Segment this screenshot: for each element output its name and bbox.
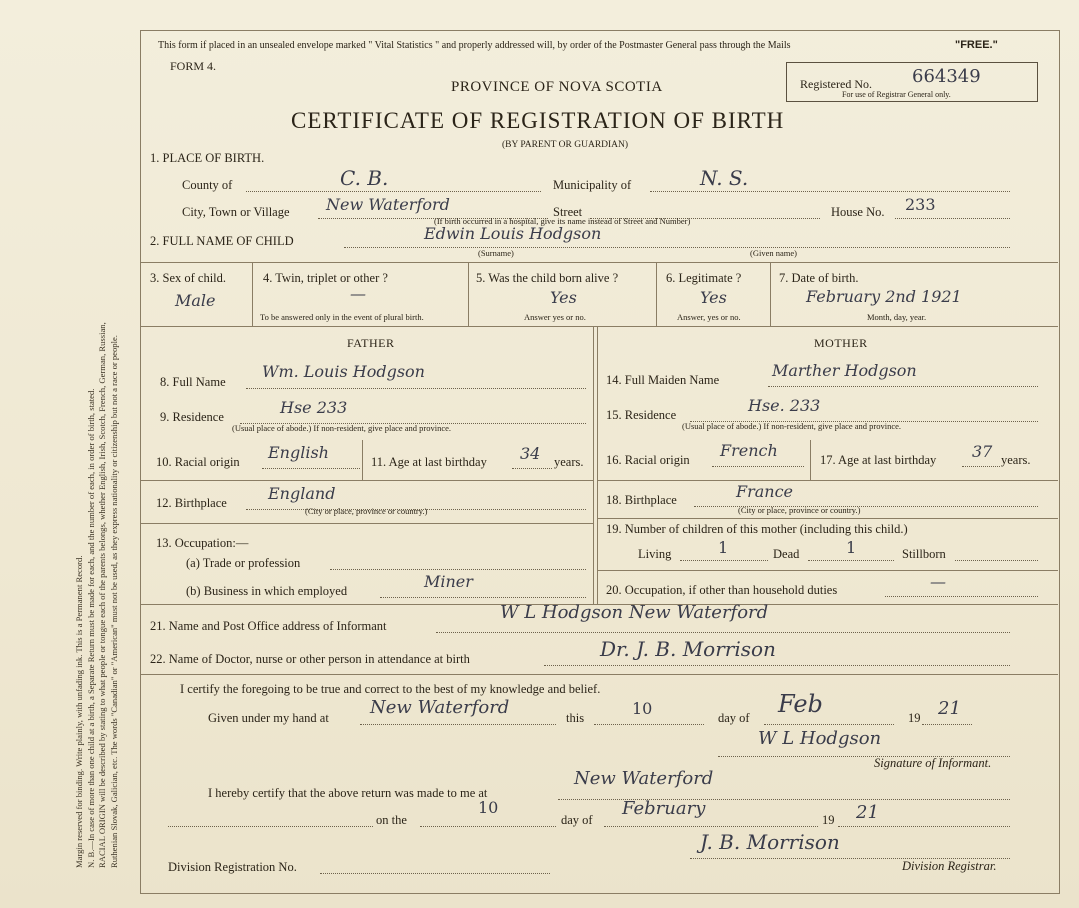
return-on-the-label: on the (376, 813, 407, 827)
mother-racial-value: French (720, 441, 778, 460)
postal-note: This form if placed in an unsealed envelope marked " Vital Statistics " and properly addressed will, by order of the Postmaster General pass through the Mails (158, 40, 791, 51)
dead-label: Dead (773, 547, 800, 561)
registrar-signature: J. B. Morrison (700, 830, 840, 854)
surname-note: (Surname) (478, 248, 514, 258)
alive-label: 5. Was the child born alive ? (476, 271, 619, 285)
twin-value: — (350, 284, 366, 303)
mother-heading: MOTHER (814, 336, 868, 350)
mother-birthplace-note: (City or place, province or country.) (738, 505, 861, 515)
father-residence-value: Hse 233 (280, 398, 348, 417)
father-abode-note: (Usual place of abode.) If non-resident, give place and province. (232, 423, 452, 433)
informant-signature: W L Hodgson (758, 728, 882, 749)
registered-number: 664349 (912, 66, 981, 87)
given-year: 21 (938, 698, 961, 719)
mother-years-label: years. (1001, 453, 1031, 467)
return-month: February (622, 798, 706, 819)
sex-value: Male (175, 291, 216, 310)
street-label: Street (553, 205, 583, 219)
mother-name-value: Marther Hodgson (772, 361, 917, 380)
certificate-title: CERTIFICATE OF REGISTRATION OF BIRTH (291, 108, 785, 133)
return-label: I hereby certify that the above return was made to me at (208, 786, 488, 800)
father-years-label: years. (554, 455, 584, 469)
trade-label: (a) Trade or profession (186, 556, 301, 570)
mother-age-value: 37 (972, 442, 993, 461)
return-day-of-label: day of (561, 813, 593, 827)
child-name-label: 2. FULL NAME OF CHILD (150, 234, 294, 248)
given-year-prefix: 19 (908, 711, 921, 725)
father-residence-label: 9. Residence (160, 410, 224, 424)
certify-statement: I certify the foregoing to be true and correct to the best of my knowledge and belief. (180, 682, 601, 696)
form-number: FORM 4. (170, 59, 217, 73)
city-value: New Waterford (326, 195, 450, 214)
return-day: 10 (478, 798, 499, 817)
margin-note-2: N. B.—In case of more than one child at a birth, a Separate Return must be made for each, and the number of each, in order of birth, stated. (85, 388, 96, 868)
alive-note: Answer yes or no. (524, 312, 586, 322)
twin-label: 4. Twin, triplet or other ? (263, 271, 388, 285)
informant-label: 21. Name and Post Office address of Informant (150, 619, 387, 633)
registrar-use-note: For use of Registrar General only. (842, 90, 951, 99)
dead-value: 1 (846, 538, 857, 557)
father-occupation-label: 13. Occupation:— (156, 536, 249, 550)
return-place: New Waterford (574, 768, 714, 789)
legitimate-value: Yes (700, 288, 727, 307)
mother-birthplace-label: 18. Birthplace (606, 493, 677, 507)
municipality-label: Municipality of (553, 178, 632, 192)
alive-value: Yes (550, 288, 577, 307)
county-value: C. B. (340, 166, 389, 190)
mother-residence-value: Hse. 233 (748, 396, 821, 415)
signature-of-informant-label: Signature of Informant. (874, 756, 992, 770)
father-age-value: 34 (520, 444, 541, 463)
margin-note-3: RACIAL ORIGIN will be described by stating to what people or tongue each of the parents belongs, whether English, Irish, Scotch, French, German, Russian, (97, 322, 107, 868)
place-of-birth-heading: 1. PLACE OF BIRTH. (150, 151, 265, 165)
business-value: Miner (424, 572, 473, 591)
division-registration-label: Division Registration No. (168, 860, 297, 874)
house-number-label: House No. (831, 205, 885, 219)
children-count-label: 19. Number of children of this mother (including this child.) (606, 522, 908, 536)
legitimate-label: 6. Legitimate ? (666, 271, 742, 285)
municipality-value: N. S. (700, 166, 749, 190)
doctor-value: Dr. J. B. Morrison (600, 637, 776, 661)
given-place: New Waterford (370, 697, 510, 718)
registered-label: Registered No. (800, 77, 872, 91)
father-racial-label: 10. Racial origin (156, 455, 240, 469)
mother-birthplace-value: France (736, 482, 794, 501)
father-racial-value: English (268, 443, 329, 462)
given-label: Given under my hand at (208, 711, 329, 725)
living-value: 1 (718, 538, 729, 557)
legitimate-note: Answer, yes or no. (677, 312, 741, 322)
sex-label: 3. Sex of child. (150, 271, 227, 285)
dob-label: 7. Date of birth. (779, 271, 859, 285)
business-label: (b) Business in which employed (186, 584, 348, 598)
mother-name-label: 14. Full Maiden Name (606, 373, 720, 387)
province-heading: PROVINCE OF NOVA SCOTIA (451, 79, 663, 95)
mother-racial-label: 16. Racial origin (606, 453, 690, 467)
given-month: Feb (778, 690, 823, 718)
margin-notes (74, 8, 120, 868)
return-year-prefix: 19 (822, 813, 835, 827)
father-birthplace-value: England (268, 484, 336, 503)
given-this-label: this (566, 711, 585, 725)
hospital-note: (If birth occurred in a hospital, give its name instead of Street and Number) (434, 216, 691, 226)
mother-occupation-label: 20. Occupation, if other than household duties (606, 583, 838, 597)
division-registrar-label: Division Registrar. (902, 859, 997, 873)
father-name-value: Wm. Louis Hodgson (262, 362, 425, 381)
child-name-value: Edwin Louis Hodgson (424, 224, 602, 243)
margin-note-4: Ruthenian Slovak, Galician, etc. The words "Canadian" or "American" must not be used, as they express nationality or citizenship but not a race or people. (108, 335, 119, 868)
house-number-value: 233 (905, 195, 936, 214)
certificate-subtitle: (BY PARENT OR GUARDIAN) (502, 140, 629, 150)
father-age-label: 11. Age at last birthday (371, 455, 487, 469)
mother-occupation-value: — (930, 572, 946, 591)
county-label: County of (182, 178, 233, 192)
given-name-note: (Given name) (750, 248, 797, 258)
given-day: 10 (632, 699, 653, 718)
father-birthplace-label: 12. Birthplace (156, 496, 227, 510)
father-heading: FATHER (347, 336, 395, 350)
living-label: Living (638, 547, 672, 561)
return-year: 21 (856, 802, 879, 823)
twin-note: To be answered only in the event of plural birth. (260, 312, 424, 322)
dob-value: February 2nd 1921 (806, 287, 962, 306)
mother-abode-note: (Usual place of abode.) If non-resident, give place and province. (682, 421, 902, 431)
mother-age-label: 17. Age at last birthday (820, 453, 937, 467)
informant-value: W L Hodgson New Waterford (500, 602, 769, 623)
stillborn-label: Stillborn (902, 547, 946, 561)
doctor-label: 22. Name of Doctor, nurse or other person in attendance at birth (150, 652, 470, 666)
city-label: City, Town or Village (182, 205, 290, 219)
margin-note-1: Margin reserved for binding. Write plainly, with unfading ink. This is a Permanent Record. (74, 555, 84, 868)
dob-note: Month, day, year. (867, 312, 927, 322)
postal-free: "FREE." (955, 39, 998, 51)
father-name-label: 8. Full Name (160, 375, 226, 389)
father-birthplace-note: (City or place, province or country.) (305, 506, 428, 516)
given-day-of-label: day of (718, 711, 750, 725)
mother-residence-label: 15. Residence (606, 408, 677, 422)
